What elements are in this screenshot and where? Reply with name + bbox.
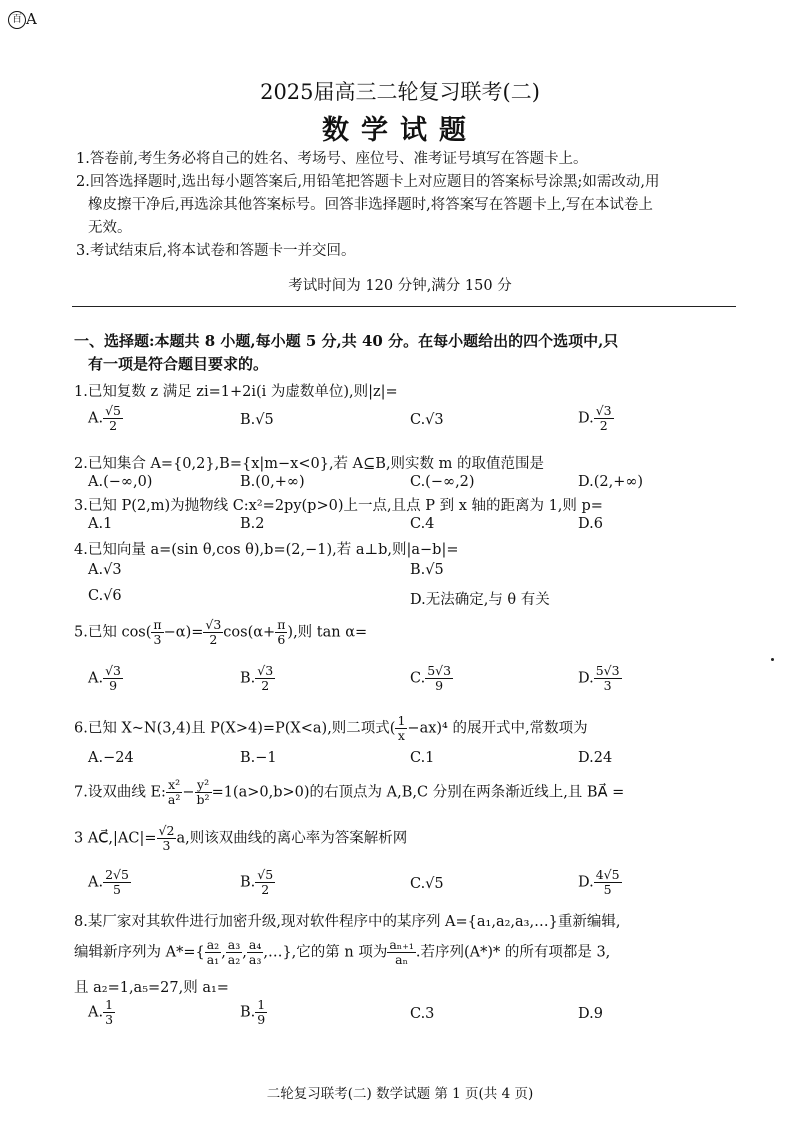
question-4-stem: 4.已知向量 a=(sin θ,cos θ),b=(2,−1),若 a⊥b,则|a−b|= <box>74 542 459 558</box>
instructions <box>76 148 736 263</box>
q7-option-a: A. $\frac{2√5}{5}$ <box>88 867 129 897</box>
question-8-stem-line1: 8.某厂家对其软件进行加密升级,现对软件程序中的某序列 A={a₁,a₂,a₃,…}重新编辑, <box>74 914 621 930</box>
q7-option-c: C.√5 <box>410 876 444 892</box>
q2-option-a: A.(−∞,0) <box>88 474 153 490</box>
q2-option-c: C.(−∞,2) <box>410 474 475 490</box>
q6-option-a: A.−24 <box>88 750 134 766</box>
q4-option-c: C.√6 <box>88 588 122 604</box>
q5-option-c: C. $\frac{5√3}{9}$ <box>410 663 452 693</box>
q5-option-b: B. $\frac{√3}{2}$ <box>240 663 274 693</box>
section-heading-line1: 一、选择题:本题共 8 小题,每小题 5 分,共 40 分。在每小题给出的四个选项中,只 <box>74 332 619 350</box>
q7-option-b: B. $\frac{√5}{2}$ <box>240 867 274 897</box>
question-8-stem-line2: 编辑新序列为 A*={ $\frac{\text{a₂}}{\text{a₁}}$ , $\frac{\text{a₃}}{\text{a₂}}$ , $\frac{\text{a₄}}{\text{a₃}}$ ,…},它的第 n 项为 $\frac{\text{aₙ₊₁}}{\text{aₙ}}$ .若序列(A*)* 的所有项都是 3, <box>74 937 611 967</box>
question-1-stem: 1.已知复数 z 满足 zi=1+2i(i 为虚数单位),则|z|= <box>74 384 398 400</box>
q8-option-c: C.3 <box>410 1006 435 1022</box>
q6-option-d: D.24 <box>578 750 613 766</box>
page-footer: 二轮复习联考(二) 数学试题 第 1 页(共 4 页) <box>266 1086 534 1102</box>
divider <box>72 306 736 307</box>
q4-option-b: B.√5 <box>410 562 444 578</box>
question-7-stem-line2: 3 AC⃗,|AC|= $\frac{√2}{3}$ a,则该双曲线的离心率为答案解析网 <box>74 823 408 853</box>
exam-subtitle: 数学试题 <box>322 115 478 146</box>
q1-option-a: A. $\frac{√5}{2}$ <box>88 403 122 433</box>
q8-option-b: B. $\frac{1}{9}$ <box>240 997 266 1027</box>
question-2-stem: 2.已知集合 A={0,2},B={x|m−x<0},若 A⊆B,则实数 m 的取值范围是 <box>74 456 545 472</box>
q8-option-d: D.9 <box>578 1006 603 1022</box>
q3-option-b: B.2 <box>240 516 265 532</box>
q7-option-d: D. $\frac{4√5}{5}$ <box>578 867 620 897</box>
q5-option-d: D. $\frac{5√3}{3}$ <box>578 663 620 693</box>
exam-info: 考试时间为 120 分钟,满分 150 分 <box>288 278 512 294</box>
q5-option-a: A. $\frac{√3}{9}$ <box>88 663 122 693</box>
instruction-3: 3.考试结束后,将本试卷和答题卡一并交回。 <box>76 243 356 259</box>
question-6-stem: 6.已知 X~N(3,4)且 P(X>4)=P(X<a),则二项式( $\frac{1}{x}$ −ax)⁴ 的展开式中,常数项为 <box>74 713 588 743</box>
q2-option-b: B.(0,+∞) <box>240 474 305 490</box>
q1-option-b: B.√5 <box>240 412 274 428</box>
question-3-stem: 3.已知 P(2,m)为抛物线 C:x²=2py(p>0)上一点,且点 P 到 x 轴的距离为 1,则 p= <box>74 498 603 514</box>
q6-option-c: C.1 <box>410 750 435 766</box>
instruction-2b: 橡皮擦干净后,再选涂其他答案标号。回答非选择题时,将答案写在答题卡上,写在本试卷上 <box>88 197 653 213</box>
question-5-stem: 5.已知 cos( $\frac{\pi}{3}$ −α)= $\frac{√3}{2}$ cos(α+ $\frac{\pi}{6}$ ),则 tan α= <box>74 617 368 647</box>
q4-option-a: A.√3 <box>88 562 122 578</box>
q2-option-d: D.(2,+∞) <box>578 474 644 490</box>
question-8-stem-line3: 且 a₂=1,a₅=27,则 a₁= <box>74 980 229 996</box>
question-7-stem-line1: 7.设双曲线 E: $\frac{\text{x²}}{\text{a²}}$ − $\frac{\text{y²}}{\text{b²}}$ =1(a>0,b>0)的右顶点为 A,B,C 分别在两条渐近线上,且 BA⃗ = <box>74 777 625 807</box>
q3-option-a: A.1 <box>88 516 113 532</box>
instruction-2a: 2.回答选择题时,选出每小题答案后,用铅笔把答题卡上对应题目的答案标号涂黑;如需改动,用 <box>76 174 660 190</box>
q4-option-d: D.无法确定,与 θ 有关 <box>410 592 550 608</box>
q6-option-b: B.−1 <box>240 750 277 766</box>
circled-mark: 百 <box>8 11 26 29</box>
scan-speck <box>771 658 774 661</box>
q3-option-d: D.6 <box>578 516 603 532</box>
q1-option-c: C.√3 <box>410 412 444 428</box>
instruction-2c: 无效。 <box>88 220 132 236</box>
section-heading <box>74 330 740 376</box>
q3-option-c: C.4 <box>410 516 435 532</box>
instruction-1: 1.答卷前,考生务必将自己的姓名、考场号、座位号、准考证号填写在答题卡上。 <box>76 151 588 167</box>
q8-option-a: A. $\frac{1}{3}$ <box>88 997 114 1027</box>
corner-mark <box>8 10 37 29</box>
exam-title: 2025届高三二轮复习联考(二) <box>260 80 540 104</box>
section-heading-line2: 有一项是符合题目要求的。 <box>88 355 269 373</box>
q1-option-d: D. $\frac{√3}{2}$ <box>578 403 612 433</box>
paper-version: A <box>26 10 37 28</box>
